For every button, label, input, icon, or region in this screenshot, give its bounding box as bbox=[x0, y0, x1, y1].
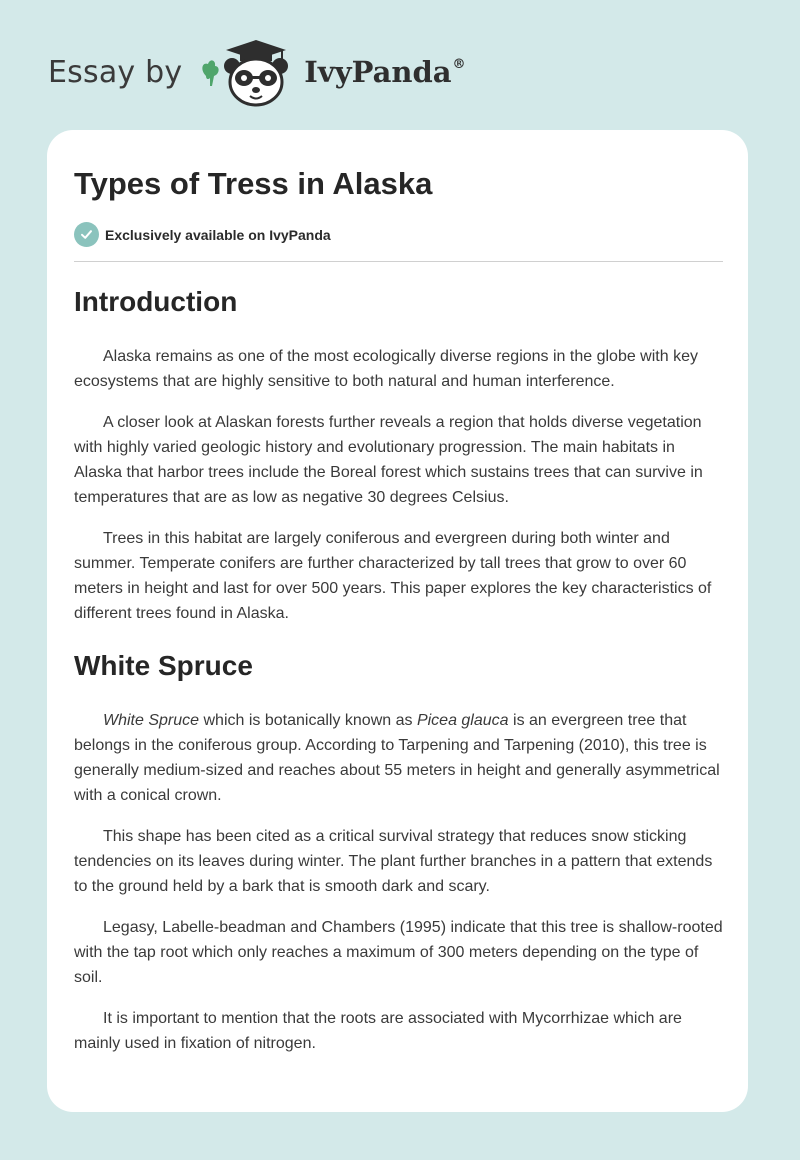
paragraph: Trees in this habitat are largely coniferous and evergreen during both winter and summer. Temperate conifers are further characterized by tall trees that grow to over 60 meters in height and last for over 500 years. This paper explores the key characteristics of different trees found in Alaska. bbox=[74, 530, 712, 622]
essay-card bbox=[47, 130, 748, 1112]
species-latin-name: Picea glauca bbox=[416, 712, 509, 729]
badge-label: Exclusively available on IvyPanda bbox=[105, 226, 331, 243]
paragraph: Alaska remains as one of the most ecologically diverse regions in the globe with key ecosystems that are highly sensitive to both natural and human interference. bbox=[74, 348, 698, 390]
registered-mark: ® bbox=[452, 57, 466, 72]
paragraph: White Spruce which is botanically known as Picea glauca is an evergreen tree that belongs in the coniferous group. According to Tarpening and Tarpening (2010), this tree is generally medium-sized and reaches about 55 meters in height and generally asymmetrical with a conical crown. bbox=[74, 712, 720, 804]
essay-body bbox=[74, 284, 726, 1072]
section-heading-white-spruce: White Spruce bbox=[74, 650, 253, 681]
species-common-name: White Spruce bbox=[103, 712, 200, 729]
exclusive-badge bbox=[74, 222, 331, 247]
divider bbox=[74, 261, 723, 262]
essay-by-label: Essay by bbox=[48, 54, 183, 90]
check-icon bbox=[74, 222, 99, 247]
site-header bbox=[48, 36, 488, 108]
section-heading-introduction: Introduction bbox=[74, 286, 238, 317]
paragraph: It is important to mention that the roots are associated with Mycorrhizae which are mainly used in fixation of nitrogen. bbox=[74, 1010, 682, 1052]
page-title: Types of Tress in Alaska bbox=[74, 166, 433, 201]
panda-logo-icon[interactable] bbox=[196, 36, 296, 108]
paragraph: This shape has been cited as a critical survival strategy that reduces snow sticking tendencies on its leaves during winter. The plant further branches in a pattern that extends to the ground held by a bark that is smooth dark and scary. bbox=[74, 828, 713, 895]
paragraph: A closer look at Alaskan forests further reveals a region that holds diverse vegetation with highly varied geologic history and evolutionary progression. The main habitats in Alaska that harbor trees include the Boreal forest which sustains trees that can survive in temperatures that are as low as negative 30 degrees Celsius. bbox=[74, 414, 703, 506]
brand-name[interactable]: IvyPanda® bbox=[304, 55, 466, 89]
paragraph: Legasy, Labelle-beadman and Chambers (1995) indicate that this tree is shallow-rooted with the tap root which only reaches a maximum of 300 meters depending on the type of soil. bbox=[74, 919, 723, 986]
